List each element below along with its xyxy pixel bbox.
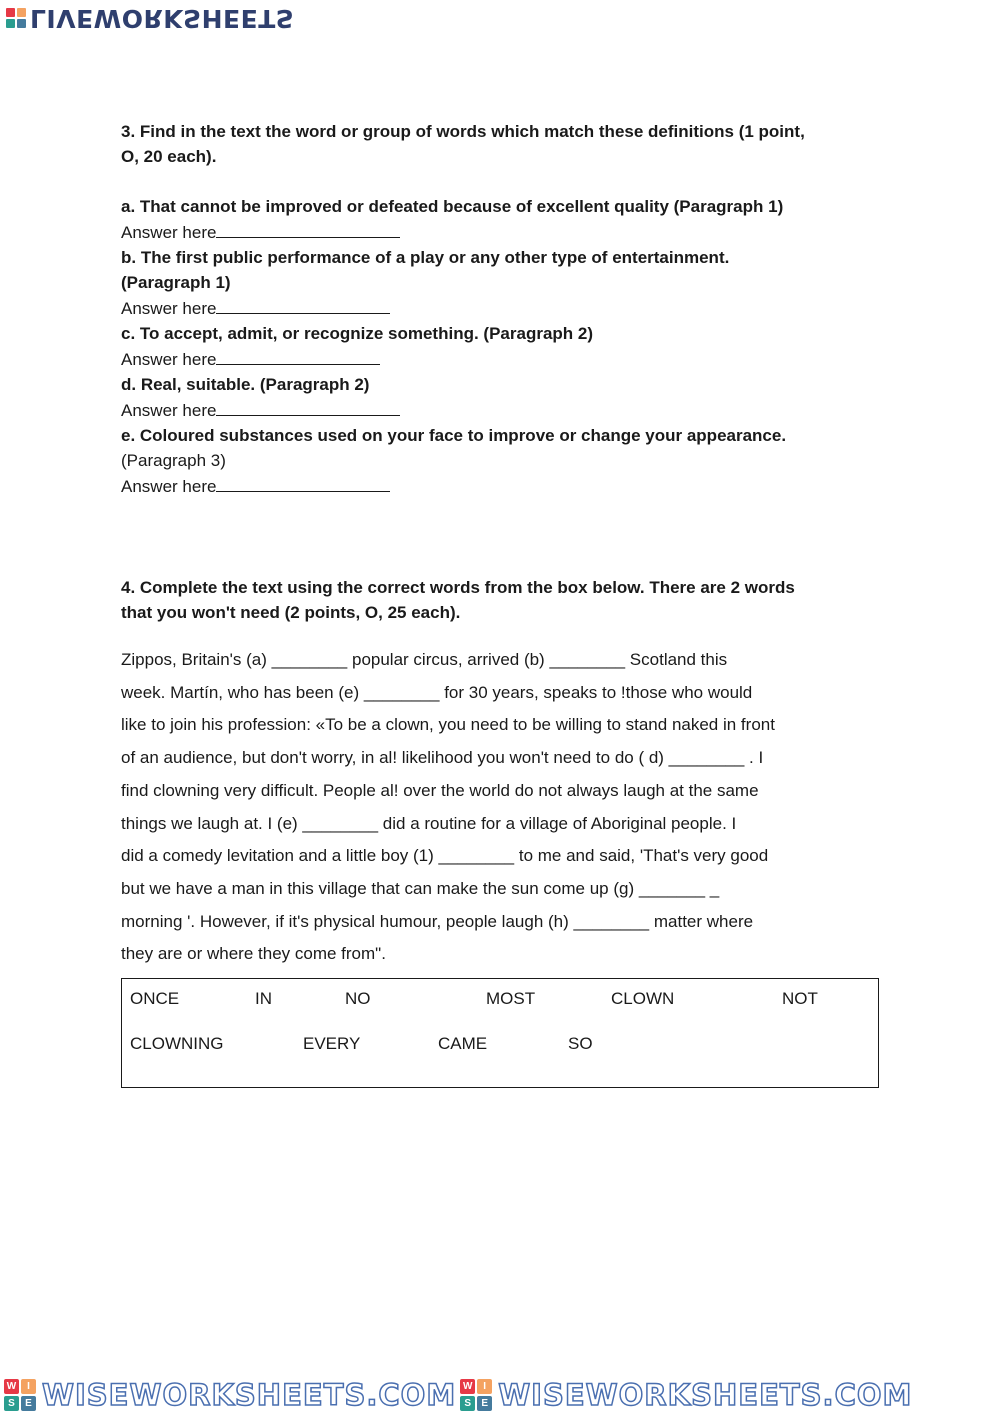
logo-block	[6, 8, 15, 17]
text-line-9: morning '. However, if it's physical humour, people laugh (h) ________ matter where	[121, 911, 754, 931]
wise-block: I	[477, 1379, 492, 1394]
answer-blank[interactable]	[216, 219, 400, 238]
answer-field-d[interactable]: Answer here	[121, 397, 881, 423]
footer-brand-2	[460, 1378, 912, 1412]
text-line-6: things we laugh at. I (e) ________ did a routine for a village of Aboriginal people. I	[121, 813, 737, 833]
definition-a: a. That cannot be improved or defeated because of excellent quality (Paragraph 1)	[121, 197, 784, 216]
text-line-4: of an audience, but don't worry, in al! likelihood you won't need to do ( d) ________ . I	[121, 748, 764, 768]
definition-d: d. Real, suitable. (Paragraph 2)	[121, 375, 370, 394]
text-line-7: did a comedy levitation and a little boy (1) ________ to me and said, 'That's very good	[121, 846, 769, 866]
answer-field-a[interactable]: Answer here	[121, 219, 881, 245]
definition-e: e. Coloured substances used on your face to improve or change your appearance.	[121, 426, 787, 445]
word-option[interactable]: NO	[345, 989, 371, 1008]
word-option[interactable]: CLOWN	[611, 989, 675, 1008]
definition-b-line2: (Paragraph 1)	[121, 273, 231, 292]
word-box	[121, 978, 879, 1088]
wise-block: E	[477, 1396, 492, 1411]
wise-block: S	[4, 1396, 19, 1411]
footer-brand	[4, 1378, 456, 1412]
text-line-3: like to join his profession: «To be a clown, you need to be willing to stand naked in front	[121, 715, 775, 735]
logo-block	[17, 19, 26, 28]
logo-block	[6, 19, 15, 28]
word-option[interactable]: EVERY	[303, 1034, 361, 1053]
answer-blank[interactable]	[216, 473, 390, 492]
definition-b: b. The first public performance of a play or any other type of entertainment.	[121, 248, 730, 267]
footer-brand-text: WISEWORKSHEETS.COM	[42, 1378, 457, 1412]
wise-blocks-icon	[4, 1379, 36, 1411]
answer-blank[interactable]	[216, 295, 390, 314]
wise-block: W	[4, 1379, 19, 1394]
answer-field-c[interactable]: Answer here	[121, 346, 881, 372]
answer-field-e[interactable]: Answer here	[121, 473, 881, 499]
text-line-5: find clowning very difficult. People al! over the world do not always laugh at the same	[121, 780, 759, 800]
answer-blank[interactable]	[216, 346, 380, 365]
text-line-8: but we have a man in this village that can make the sun come up (g) _______ _	[121, 878, 720, 898]
word-option[interactable]: IN	[255, 989, 272, 1008]
word-option[interactable]: ONCE	[130, 989, 180, 1008]
liveworksheets-logo	[6, 4, 294, 32]
section4-title-line2: that you won't need (2 points, O, 25 each).	[121, 603, 461, 622]
section3-title-line2: O, 20 each).	[121, 147, 217, 166]
logo-block	[17, 8, 26, 17]
wise-blocks-icon	[460, 1379, 492, 1411]
wise-block: I	[21, 1379, 36, 1394]
logo-text: LIVEWORKSHEETS	[30, 3, 295, 33]
text-line-1: Zippos, Britain's (a) ________ popular circus, arrived (b) ________ Scotland this	[121, 650, 728, 669]
word-option[interactable]: CAME	[438, 1034, 488, 1053]
word-option[interactable]: NOT	[782, 989, 818, 1008]
logo-blocks-icon	[6, 8, 26, 28]
answer-blank[interactable]	[216, 397, 400, 416]
word-option[interactable]: SO	[568, 1034, 593, 1053]
word-option[interactable]: MOST	[486, 989, 536, 1008]
section3-title-line1: 3. Find in the text the word or group of words which match these definitions (1 point,	[121, 122, 805, 141]
answer-field-b[interactable]: Answer here	[121, 295, 881, 321]
footer-watermark	[0, 1376, 1000, 1414]
definition-e-line2: (Paragraph 3)	[121, 451, 226, 470]
wise-block: W	[460, 1379, 475, 1394]
text-line-2: week. Martín, who has been (e) ________ for 30 years, speaks to !those who would	[121, 682, 753, 702]
wise-block: E	[21, 1396, 36, 1411]
word-option[interactable]: CLOWNING	[130, 1034, 224, 1053]
definition-c: c. To accept, admit, or recognize something. (Paragraph 2)	[121, 324, 594, 343]
worksheet-content	[121, 119, 881, 971]
section4-title-line1: 4. Complete the text using the correct words from the box below. There are 2 words	[121, 578, 795, 597]
text-line-10: they are or where they come from".	[121, 944, 386, 964]
footer-brand-text: WISEWORKSHEETS.COM	[498, 1378, 913, 1412]
wise-block: S	[460, 1396, 475, 1411]
